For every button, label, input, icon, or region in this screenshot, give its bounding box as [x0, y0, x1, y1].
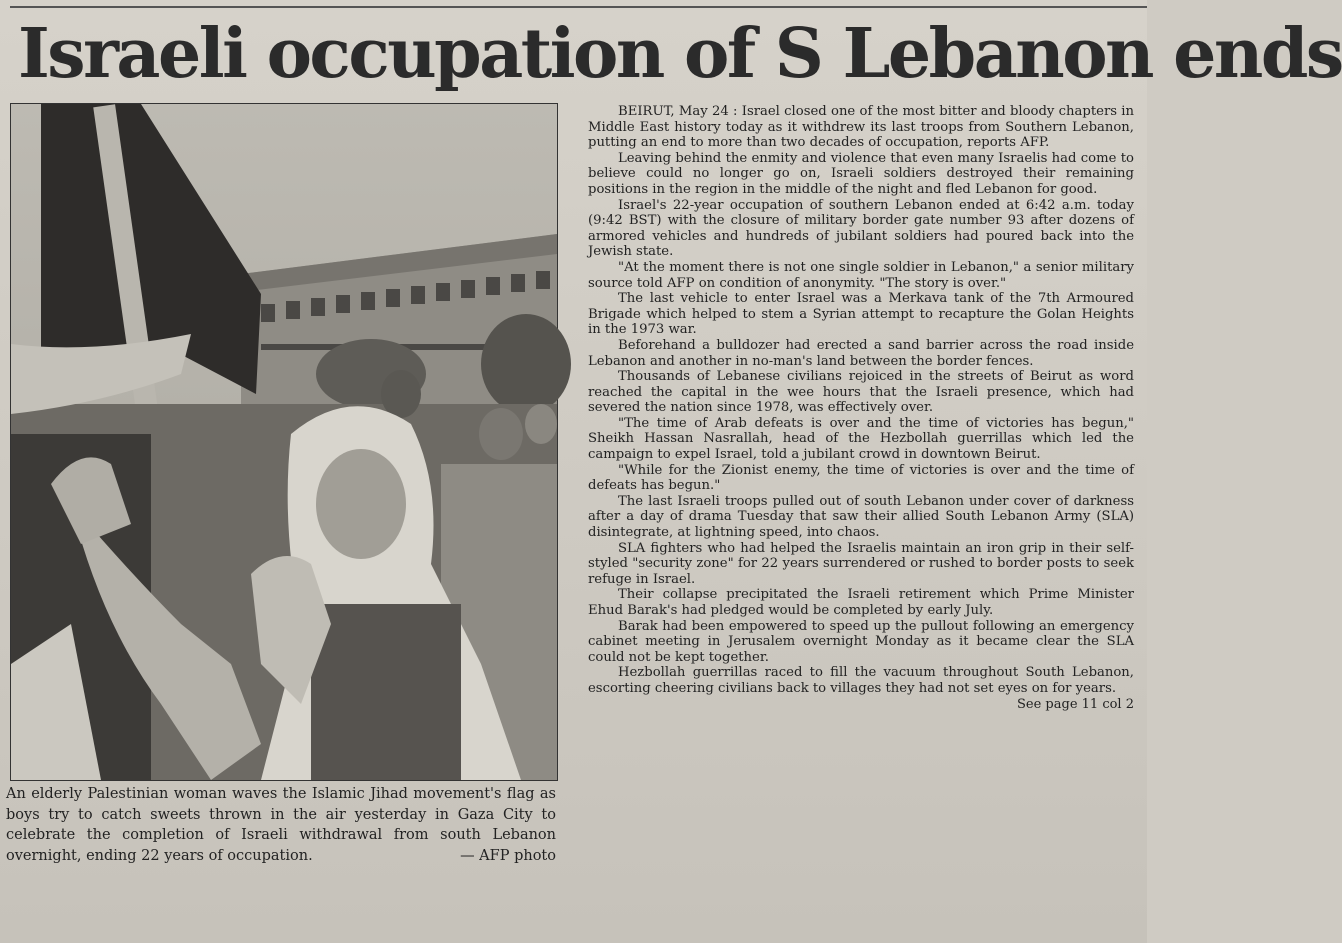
- top-rule: [10, 6, 1147, 8]
- article-paragraph: "While for the Zionist enemy, the time of victories is over and the time of defeats has begun.": [588, 462, 1134, 494]
- article-paragraph: The last vehicle to enter Israel was a Merkava tank of the 7th Armoured Brigade which helped to stem a Syrian attempt to recapture the Golan Heights in the 1973 war.: [588, 291, 1134, 338]
- article-paragraph: "At the moment there is not one single soldier in Lebanon," a senior military source told AFP on condition of anonymity. "The story is over.": [588, 259, 1134, 291]
- article-paragraph: The last Israeli troops pulled out of south Lebanon under cover of darkness after a day of drama Tuesday that saw their allied South Lebanon Army (SLA) disintegrate, at lightning speed, into chaos.: [588, 493, 1134, 541]
- photo-credit: — AFP photo: [460, 847, 556, 864]
- news-photo: [10, 103, 558, 781]
- crowd-photo-illustration: [11, 104, 557, 780]
- article-paragraph: Israel's 22-year occupation of southern Lebanon ended at 6:42 a.m. today (9:42 BST) with the closure of military border gate number 93 after dozens of armored vehicles and hundreds of jubilant soldiers had poured back into the Jewish state.: [588, 197, 1134, 260]
- photo-caption: [6, 784, 556, 866]
- article-paragraph: Barak had been empowered to speed up the pullout following an emergency cabinet meeting in Jerusalem overnight Monday as it became clear the SLA could not be kept together.: [588, 618, 1134, 665]
- article-paragraph: Their collapse precipitated the Israeli retirement which Prime Minister Ehud Barak's had pledged would be completed by early July.: [588, 587, 1134, 618]
- article-paragraph: "The time of Arab defeats is over and the time of victories has begun," Sheikh Hassan Nasrallah, head of the Hezbollah guerrillas which led the campaign to expel Israel, told a jubilant crowd in downtown Beirut.: [588, 415, 1134, 463]
- continuation-note[interactable]: See page 11 col 2: [1017, 696, 1134, 712]
- article-paragraph: BEIRUT, May 24 : Israel closed one of the most bitter and bloody chapters in Middle East history today as it withdrew its last troops from Southern Lebanon, putting an end to more than two decades of occupation, reports AFP.: [588, 104, 1134, 151]
- article-paragraph: Leaving behind the enmity and violence that even many Israelis had come to believe could no longer go on, Israeli soldiers destroyed their remaining positions in the region in the middle of the night and fled Lebanon for good.: [588, 150, 1134, 197]
- caption-text: An elderly Palestinian woman waves the Islamic Jihad movement's flag as boys try to catch sweets thrown in the air yesterday in Gaza City to celebrate the completion of Israeli withdrawal from south Lebanon overnight, ending 22 years of occupation.: [6, 786, 556, 864]
- article-body: [588, 104, 1134, 712]
- article-paragraph: [588, 665, 1134, 712]
- article-paragraph: SLA fighters who had helped the Israelis maintain an iron grip in their self-styled "security zone" for 22 years surrendered or rushed to border posts to seek refuge in Israel.: [588, 540, 1134, 587]
- headline: Israeli occupation of S Lebanon ends: [18, 14, 1342, 94]
- article-last-paragraph-text: Hezbollah guerrillas raced to fill the vacuum throughout South Lebanon, escorting cheering civilians back to villages they had not set eyes on for years.: [588, 665, 1134, 696]
- article-paragraph: Thousands of Lebanese civilians rejoiced in the streets of Beirut as word reached the capital in the wee hours that the Israeli presence, which had severed the nation since 1978, was effectively over.: [588, 369, 1134, 416]
- article-paragraph: Beforehand a bulldozer had erected a sand barrier across the road inside Lebanon and another in no-man's land between the border fences.: [588, 337, 1134, 369]
